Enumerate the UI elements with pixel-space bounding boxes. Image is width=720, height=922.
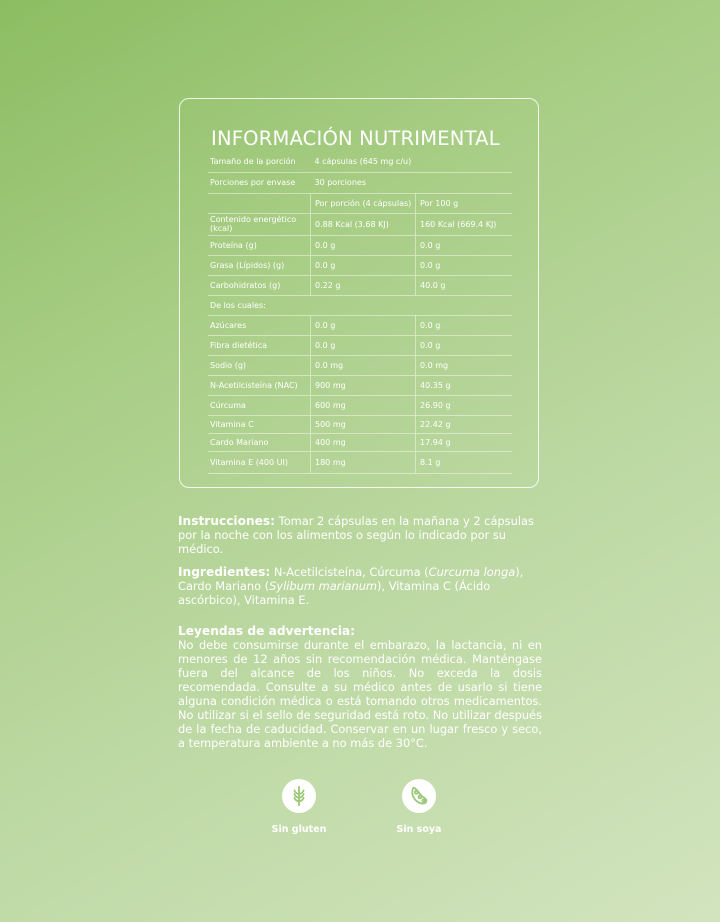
nutrient-label: Porciones por envase xyxy=(208,172,311,193)
per-serving-value: 0.0 mg xyxy=(311,355,416,375)
ingredients-label: Ingredientes: xyxy=(178,565,271,579)
nutrient-label: Vitamina E (400 UI) xyxy=(208,451,311,473)
soybean-icon xyxy=(402,779,436,813)
per-100g-value: 160 Kcal (669.4 KJ) xyxy=(416,213,513,235)
nutrient-label: Cúrcuma xyxy=(208,395,311,415)
nutrition-table xyxy=(208,151,512,474)
nutrition-row xyxy=(208,275,512,295)
nutrient-label: Fibra dietética xyxy=(208,335,311,355)
per-serving-value: 0.0 g xyxy=(311,315,416,335)
nutrition-row xyxy=(208,375,512,395)
wheat-icon xyxy=(282,779,316,813)
instructions-text: Tomar 2 cápsulas en la mañana y 2 cápsulas por la noche con los alimentos o según lo indicado por su médico. xyxy=(178,514,534,556)
nutrient-label: Vitamina C xyxy=(208,415,311,433)
per-serving-value: 400 mg xyxy=(311,433,416,451)
nutrient-label xyxy=(208,193,311,213)
per-100g-value: 17.94 g xyxy=(416,433,513,451)
nutrient-label: De los cuales: xyxy=(208,295,311,315)
per-serving-value: 600 mg xyxy=(311,395,416,415)
gluten-free-label: Sin gluten xyxy=(271,824,327,835)
nutrition-row xyxy=(208,355,512,375)
ingredients-text-1: N-Acetilcisteína, Cúrcuma ( xyxy=(270,565,429,579)
nutrient-label: Cardo Mariano xyxy=(208,433,311,451)
warnings-label: Leyendas de advertencia: xyxy=(178,624,356,638)
nutrient-label: Grasa (Lípidos) (g) xyxy=(208,255,311,275)
ingredients-italic-1: Curcuma longa xyxy=(428,565,516,579)
nutrition-row xyxy=(208,433,512,451)
nutrition-row xyxy=(208,255,512,275)
nutrition-row xyxy=(208,295,512,315)
per-serving-value: 180 mg xyxy=(311,451,416,473)
nutrient-value: 4 cápsulas (645 mg c/u) xyxy=(311,151,513,172)
nutrition-row xyxy=(208,151,512,172)
per-serving-value: 500 mg xyxy=(311,415,416,433)
per-serving-value: Por porción (4 cápsulas) xyxy=(311,193,416,213)
soy-free-label: Sin soya xyxy=(396,824,442,835)
nutrient-label: Contenido energético (kcal) xyxy=(208,213,311,235)
per-100g-value: 40.0 g xyxy=(416,275,513,295)
per-100g-value: 0.0 g xyxy=(416,235,513,255)
instructions-label: Instrucciones: xyxy=(178,514,276,528)
per-serving-value: 900 mg xyxy=(311,375,416,395)
nutrient-label: Proteína (g) xyxy=(208,235,311,255)
nutrition-row xyxy=(208,415,512,433)
soy-free-badge xyxy=(379,779,459,835)
nutrition-row xyxy=(208,213,512,235)
per-100g-value: 0.0 g xyxy=(416,315,513,335)
per-100g-value: 22.42 g xyxy=(416,415,513,433)
ingredients-italic-2: Sylibum marianum xyxy=(269,579,378,593)
nutrition-row xyxy=(208,315,512,335)
nutrient-value: 30 porciones xyxy=(311,172,513,193)
nutrition-row xyxy=(208,335,512,355)
nutrition-panel xyxy=(179,98,539,488)
per-100g-value: Por 100 g xyxy=(416,193,513,213)
nutrient-label: Tamaño de la porción xyxy=(208,151,311,172)
per-100g-value: 8.1 g xyxy=(416,451,513,473)
nutrition-row xyxy=(208,193,512,213)
per-serving-value: 0.0 g xyxy=(311,255,416,275)
nutrient-label: Carbohidratos (g) xyxy=(208,275,311,295)
nutrient-label: N-Acetilcisteína (NAC) xyxy=(208,375,311,395)
per-100g-value: 26.90 g xyxy=(416,395,513,415)
instructions-block xyxy=(178,514,542,556)
warnings-block xyxy=(178,624,542,750)
nutrition-row xyxy=(208,172,512,193)
nutrition-row xyxy=(208,451,512,473)
per-serving-value: 0.0 g xyxy=(311,335,416,355)
warnings-text: No debe consumirse durante el embarazo, la lactancia, ni en menores de 12 años sin recomendación médica. Manténgase fuera del alcance de los niños. No exceda la dosis recomendada. Consulte a su médico antes de usarlo si tiene alguna condición médica o está tomando otros medicamentos. No utilizar si el sello de seguridad está roto. No utilizar después de la fecha de caducidad. Conservar en un lugar fresco y seco, a temperatura ambiente a no más de 30°C. xyxy=(178,638,542,750)
per-100g-value: 0.0 g xyxy=(416,335,513,355)
per-100g-value: 0.0 mg xyxy=(416,355,513,375)
nutrient-label: Azúcares xyxy=(208,315,311,335)
ingredients-block xyxy=(178,565,542,607)
per-100g-value: 0.0 g xyxy=(416,255,513,275)
panel-title: INFORMACIÓN NUTRIMENTAL xyxy=(211,127,500,150)
ingredients-text-3: ), Vitamina C (Ácido ascórbico), Vitamina E. xyxy=(178,579,491,607)
ingredients-text-2: ), Cardo Mariano ( xyxy=(178,565,524,593)
per-serving-value: 0.0 g xyxy=(311,235,416,255)
nutrition-row xyxy=(208,235,512,255)
per-100g-value: 40.35 g xyxy=(416,375,513,395)
nutrient-label: Sodio (g) xyxy=(208,355,311,375)
nutrition-row xyxy=(208,395,512,415)
per-serving-value: 0.88 Kcal (3.68 KJ) xyxy=(311,213,416,235)
gluten-free-badge xyxy=(259,779,339,835)
per-serving-value: 0.22 g xyxy=(311,275,416,295)
nutrient-value xyxy=(311,295,513,315)
